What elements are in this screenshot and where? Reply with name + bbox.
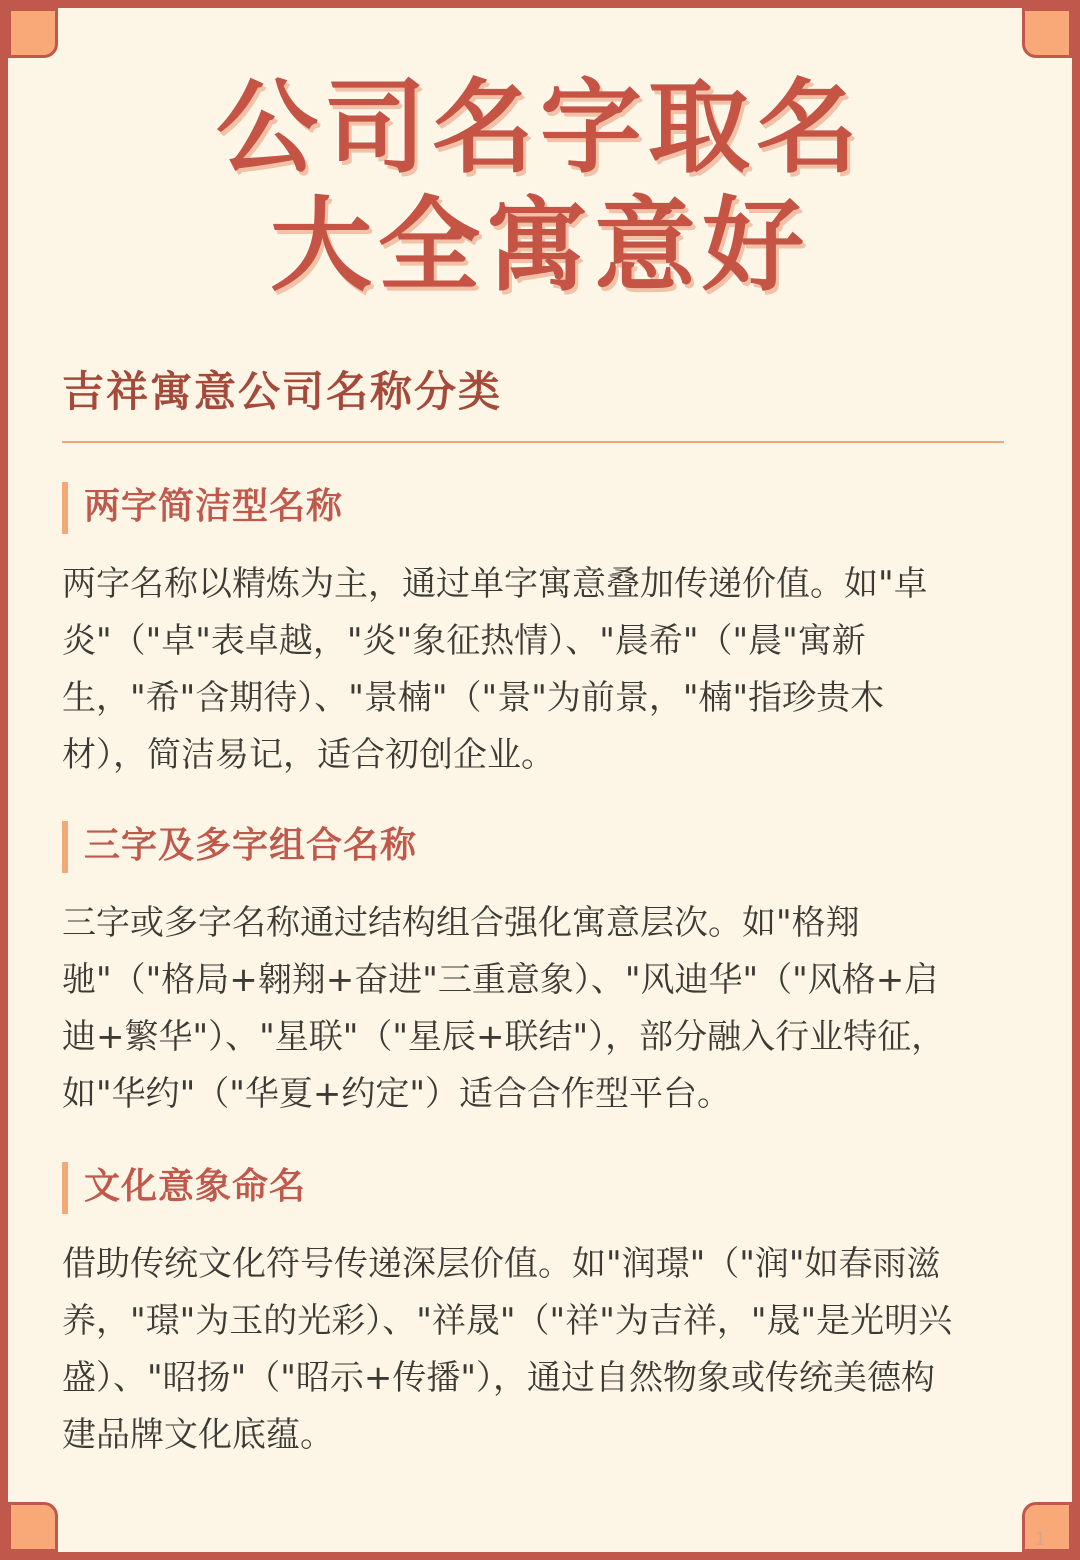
category-description xyxy=(62,556,1007,784)
corner-decoration-top-right xyxy=(1022,8,1072,58)
category-block-multi-char xyxy=(62,817,1007,1123)
category-heading: 文化意象命名 xyxy=(62,1158,1007,1216)
description-line: 材），简洁易记，适合初创企业。 xyxy=(62,735,555,775)
category-description xyxy=(62,895,1007,1123)
corner-decoration-top-left xyxy=(8,8,58,58)
section-heading: 吉祥寓意公司名称分类 xyxy=(62,367,503,416)
category-heading: 三字及多字组合名称 xyxy=(62,817,1007,875)
page-number: 1 xyxy=(1034,1529,1046,1550)
description-line: 迪+繁华"）、"星联"（"星辰+联结"），部分融入行业特征， xyxy=(62,1017,946,1057)
description-line: 如"华约"（"华夏+约定"）适合合作型平台。 xyxy=(62,1074,732,1114)
main-title xyxy=(0,70,1080,306)
section-divider xyxy=(62,441,1004,443)
description-line: 生，"希"含期待）、"景楠"（"景"为前景，"楠"指珍贵木 xyxy=(62,678,885,718)
description-line: 盛）、"昭扬"（"昭示+传播"），通过自然物象或传统美德构 xyxy=(62,1358,936,1398)
corner-decoration-bottom-right xyxy=(1022,1502,1072,1552)
description-line: 借助传统文化符号传递深层价值。如"润璟"（"润"如春雨滋 xyxy=(62,1244,941,1284)
description-line: 建品牌文化底蕴。 xyxy=(62,1415,334,1455)
main-title-line-1: 公司名字取名 xyxy=(216,69,864,188)
main-title-line-2: 大全寓意好 xyxy=(270,187,810,306)
description-line: 驰"（"格局+翱翔+奋进"三重意象）、"风迪华"（"风格+启 xyxy=(62,960,939,1000)
description-line: 炎"（"卓"表卓越，"炎"象征热情）、"晨希"（"晨"寓新 xyxy=(62,621,866,661)
category-block-two-char xyxy=(62,478,1007,784)
category-description xyxy=(62,1236,1007,1464)
category-heading: 两字简洁型名称 xyxy=(62,478,1007,536)
description-line: 两字名称以精炼为主，通过单字寓意叠加传递价值。如"卓 xyxy=(62,564,928,604)
category-block-culture xyxy=(62,1158,1007,1464)
corner-decoration-bottom-left xyxy=(8,1502,58,1552)
description-line: 三字或多字名称通过结构组合强化寓意层次。如"格翔 xyxy=(62,903,860,943)
description-line: 养，"璟"为玉的光彩）、"祥晟"（"祥"为吉祥，"晟"是光明兴 xyxy=(62,1301,953,1341)
